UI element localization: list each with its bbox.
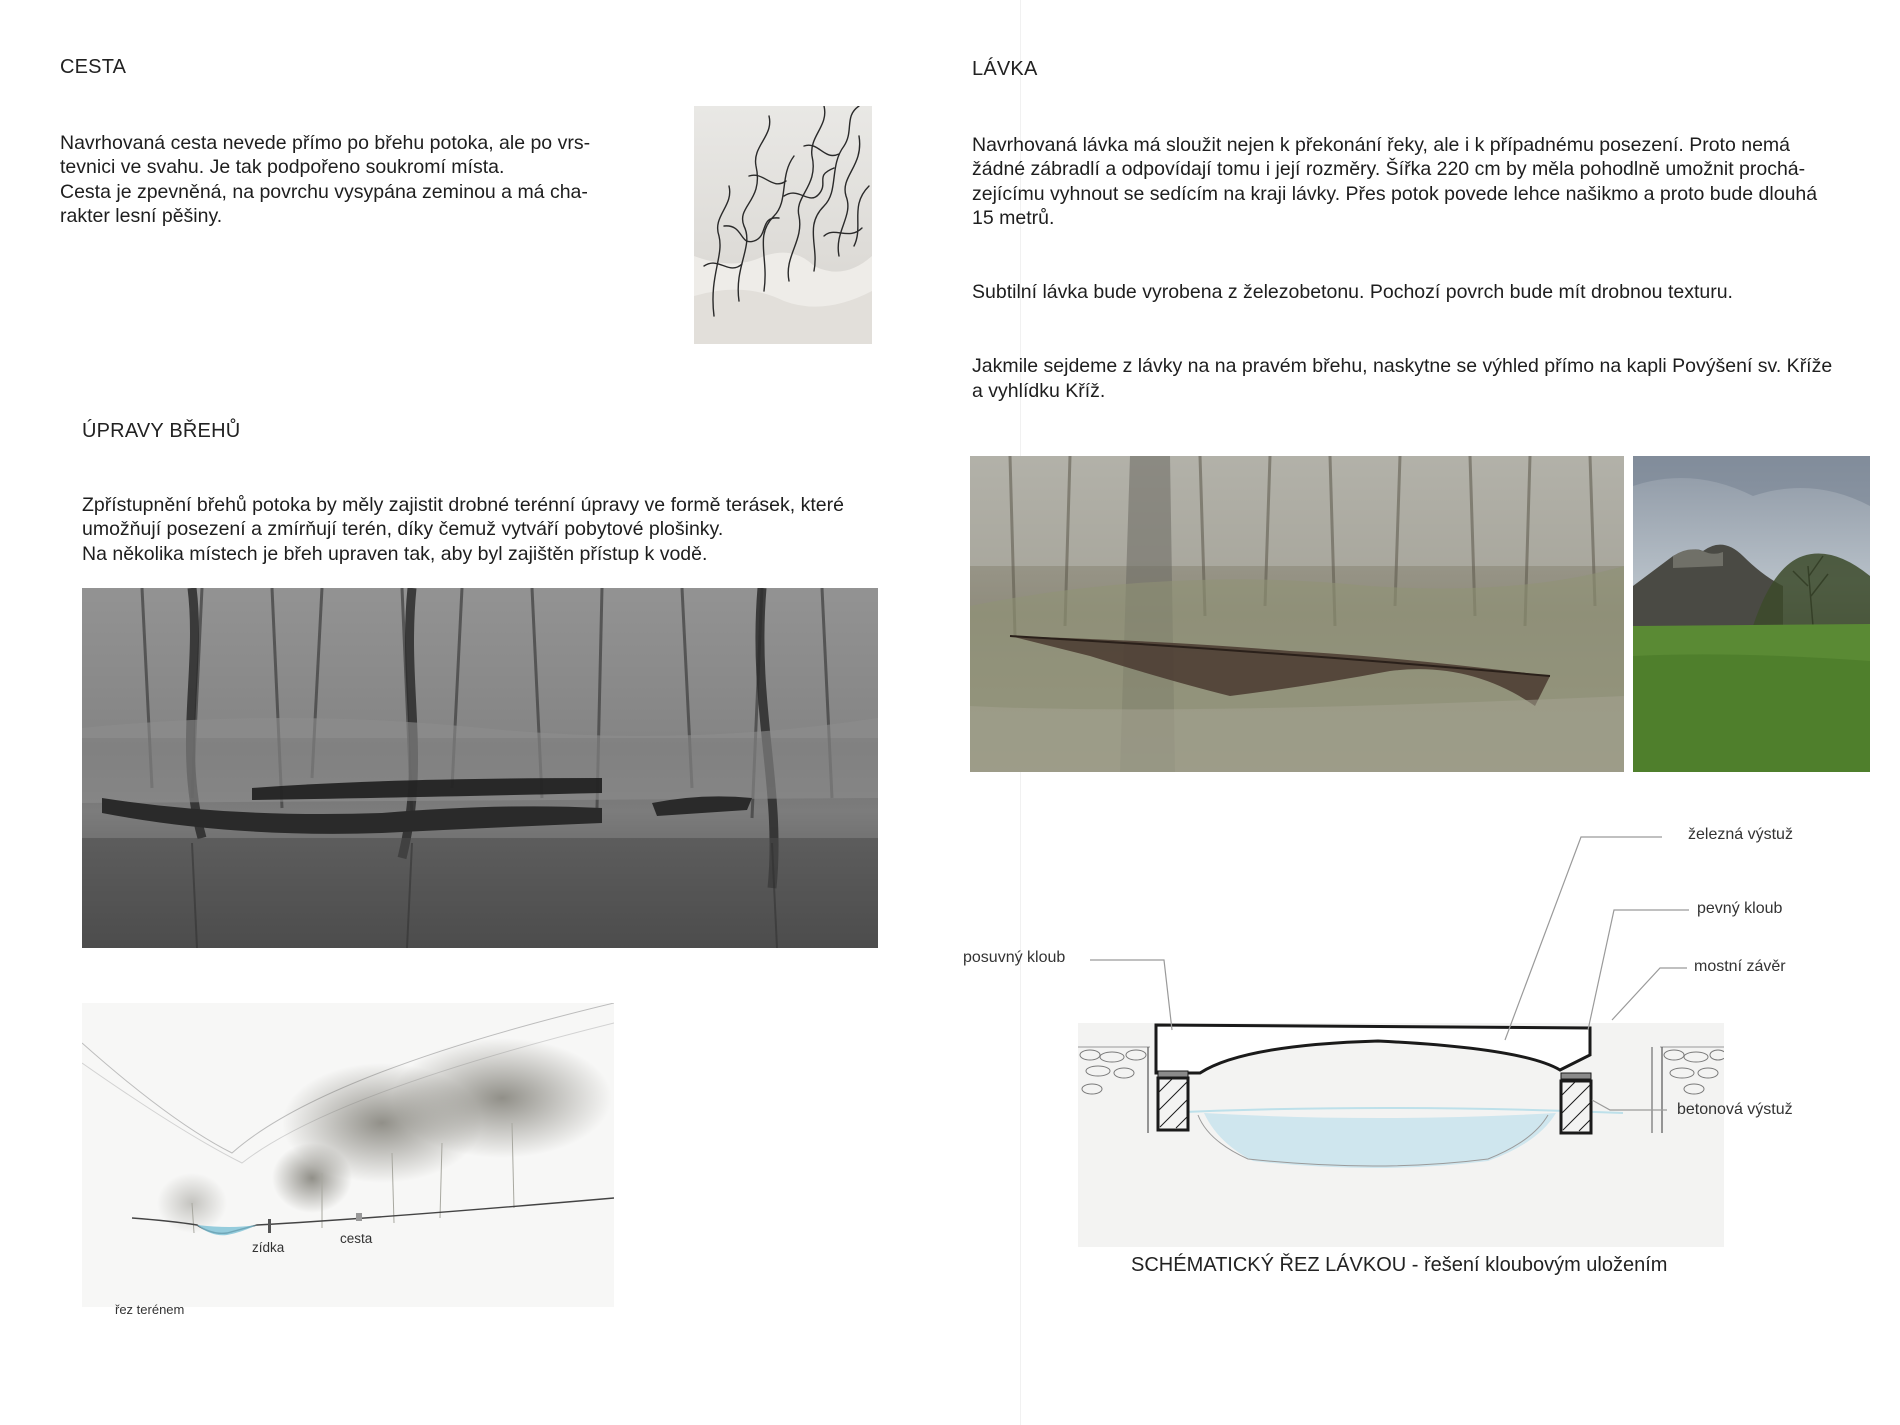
upravy-heading: ÚPRAVY BŘEHŮ [82,420,241,442]
upravy-paragraph: Zpřístupnění břehů potoka by měly zajistit drobné terénní úpravy ve formě terásek, které umožňují posezení a zmírňují terén, díky čemuž vytváří pobytové plošinky. Na několika místech je břeh upraven tak, aby byl zajištěn přístup k vodě. [82,493,844,565]
label-pevny-kloub: pevný kloub [1697,900,1783,917]
label-betonova-vystuz: betonová výstuž [1677,1101,1793,1118]
label-zelezna-vystuz: železná výstuž [1688,826,1793,843]
label-posuvny-kloub: posuvný kloub [963,949,1066,966]
terrain-section-caption: řez terénem [115,1302,185,1317]
lavka-paragraph-1: Navrhovaná lávka má sloužit nejen k překonání řeky, ale i k případnému posezení. Proto nemá žádné zábradlí a odpovídají tomu i její rozměry. Šířka 220 cm by měla pohodlně umožnit prochá- zejícímu vyhnout se sedícím na kraji lávky. Přes potok povede lehce našikmo a proto bude dlouhá 15 metrů. [972,133,1818,229]
label-mostni-zaver: mostní závěr [1694,958,1786,975]
lavka-paragraph-2: Subtilní lávka bude vyrobena z železobetonu. Pochozí povrch bude mít drobnou texturu. [972,281,1733,303]
cesta-paragraph: Navrhovaná cesta nevede přímo po břehu potoka, ale po vrs- tevnici ve svahu. Je tak podpořeno soukromí místa. Cesta je zpevněná, na povrchu vysypána zeminou a má cha- rakter lesní pěšiny. [60,131,591,227]
cesta-heading: CESTA [60,56,127,78]
lavka-paragraph-3: Jakmile sejdeme z lávky na na pravém břehu, naskytne se výhled přímo na kapli Povýšení sv. Kříže a vyhlídku Kříž. [972,355,1833,402]
lavka-heading: LÁVKA [972,58,1038,80]
terrain-label-zidka: zídka [252,1240,285,1255]
bridge-section-caption: SCHÉMATICKÝ ŘEZ LÁVKOU - řešení kloubovým uložením [1131,1254,1668,1276]
terrain-label-cesta: cesta [340,1231,373,1246]
